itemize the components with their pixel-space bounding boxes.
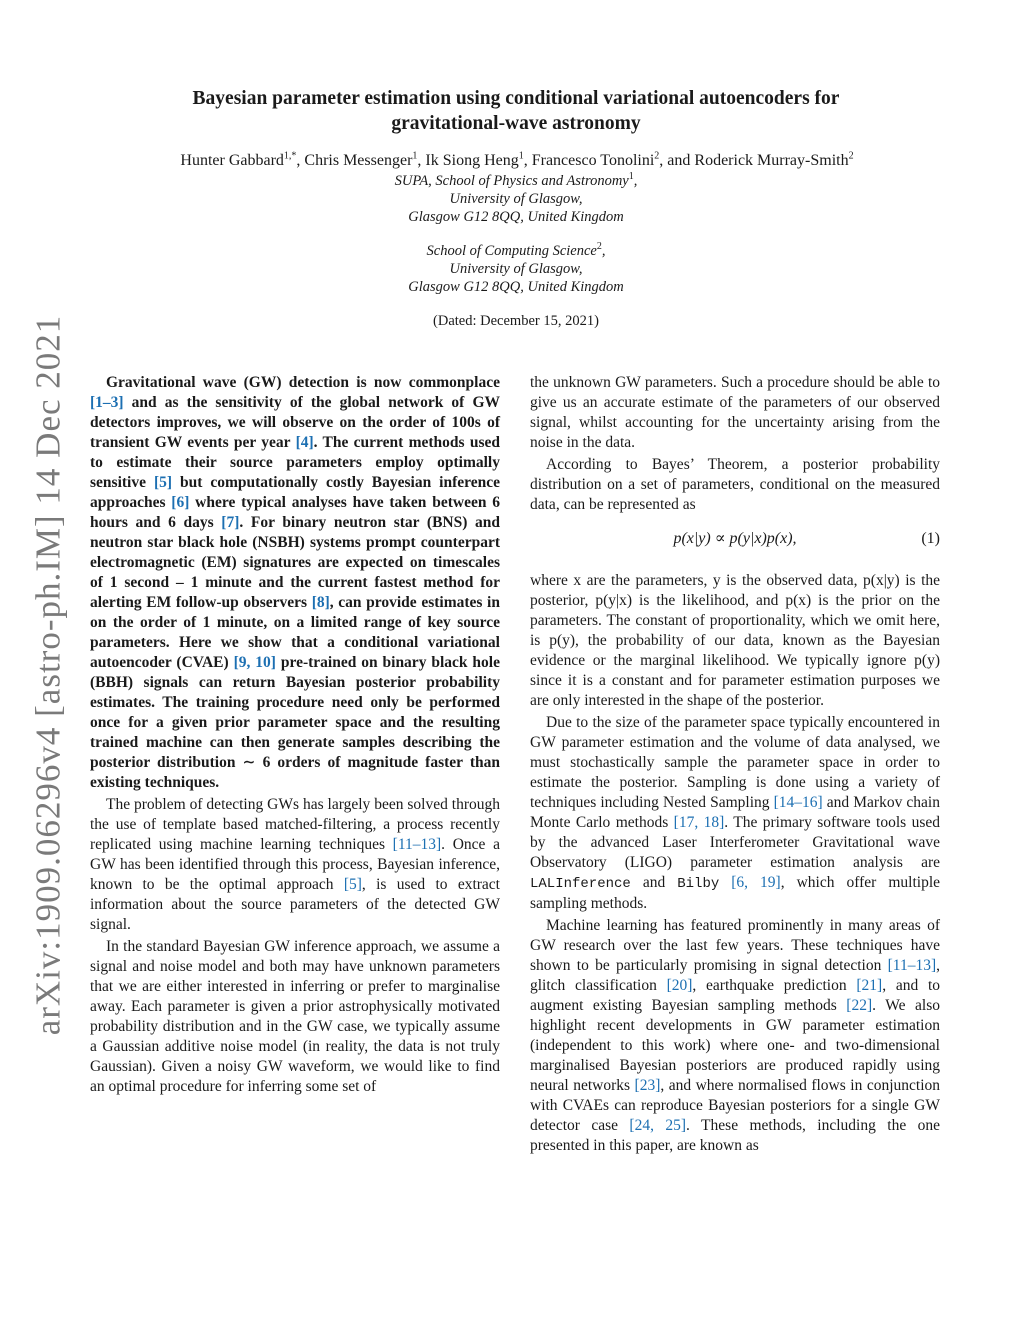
citation-link[interactable]: [6] [171, 494, 190, 511]
author-separator: , [296, 152, 305, 169]
left-column [90, 373, 500, 1097]
author-list [60, 152, 974, 170]
title-line-2: gravitational-wave astronomy [391, 113, 641, 134]
citation-link[interactable]: [1–3] [90, 394, 124, 411]
equation-body: p(x|y) ∝ p(y|x)p(x), [673, 530, 797, 547]
citation-link[interactable]: [22] [846, 997, 873, 1014]
citation-link[interactable]: [5] [343, 876, 362, 893]
paper-title [110, 86, 922, 136]
affiliation-name: School of Computing Science [426, 243, 597, 259]
abstract: Gravitational wave (GW) detection is now commonplace [1–3] and as the sensitivity of the global network of GW detectors improves, we will observe on the order of 100s of transient GW events per year [4]. The current methods used to estimate their source parameters employ optimally sensitive [5] but computationally costly Bayesian inference approaches [6] where typical analyses have taken between 6 hours and 6 days [7]. For binary neutron star (BNS) and neutron star black hole (NSBH) systems prompt counterpart electromagnetic (EM) signatures are expected on timescales of 1 second – 1 minute and the current fastest method for alerting EM follow-up observers [8], can provide estimates in on the order of 1 minute, on a limited range of key source parameters. Here we show that a conditional variational autoencoder (CVAE) [9, 10] pre-trained on binary black hole (BBH) signals can return Bayesian posterior probability estimates. The training procedure need only be performed once for a given prior parameter space and the resulting trained machine can then generate samples describing the posterior distribution ∼ 6 orders of magnitude faster than existing techniques. [90, 374, 501, 791]
author-separator: , [523, 152, 532, 169]
author-sup: 1,* [283, 150, 297, 162]
affiliation-1 [250, 172, 782, 226]
affiliation-sup: 1 [628, 171, 634, 183]
affiliation-comma: , [633, 173, 638, 189]
citation-link[interactable]: [23] [634, 1077, 661, 1094]
paragraph-sampling: Due to the size of the parameter space typically encountered in GW parameter estimation and the volume of data analysed, we must stochastically sample the parameter space in order to estimate the posterior. Sampling is done using a variety of techniques including Nested Sampling [14–16] and Markov chain Monte Carlo methods [17, 18]. The primary software tools used by the advanced Laser Interferometer Gravitational wave Observatory (LIGO) parameter estimation analysis are LALInference and Bilby [6, 19], which offer multiple sampling methods. [530, 714, 941, 912]
date-line: (Dated: December 15, 2021) [433, 313, 599, 329]
citation-link[interactable]: [20] [666, 977, 693, 994]
affiliation-sup: 2 [596, 241, 602, 253]
citation-link[interactable]: [6, 19] [731, 874, 781, 891]
paragraph-standard-approach: In the standard Bayesian GW inference approach, we assume a signal and noise model and both may have unknown parameters that we are either interested in inferring or prefer to marginalise away. Each parameter is given a prior astrophysically motivated probability distribution and in the GW case, we typically assume a Gaussian additive noise model (in reality, the data is not truly Gaussian). Given a noisy GW waveform, we would like to find an optimal procedure for inferring some set of [90, 938, 500, 1095]
arxiv-side-stamp [18, 314, 78, 1036]
affiliation-name: SUPA, School of Physics and Astronomy [394, 173, 629, 189]
author-sup: 1 [412, 150, 418, 162]
affiliation-university: University of Glasgow, [449, 261, 583, 277]
author-sup: 2 [848, 150, 854, 162]
author-sup: 2 [654, 150, 660, 162]
citation-link[interactable]: [24, 25] [629, 1117, 687, 1134]
citation-link[interactable]: [4] [295, 434, 314, 451]
affiliation-address: Glasgow G12 8QQ, United Kingdom [408, 279, 624, 295]
citation-link[interactable]: [17, 18] [673, 814, 725, 831]
citation-link[interactable]: [8] [311, 594, 330, 611]
author-name: Roderick Murray-Smith [694, 152, 849, 169]
paragraph-definitions: where x are the parameters, y is the observed data, p(x|y) is the posterior, p(y|x) is the likelihood, and p(x) is the prior on the parameters. The constant of proportionality, which we omit here, is p(y), the probability of our data, known as the Bayesian evidence or the marginal likelihood. We typically ignore p(y) since it is a constant and for parameter estimation purposes we are only interested in the shape of the posterior. [530, 572, 940, 709]
author-name: Hunter Gabbard [180, 152, 284, 169]
right-column [530, 373, 940, 1156]
paragraph-continued: the unknown GW parameters. Such a procedure should be able to give us an accurate estimate of the parameters of our observed signal, whilst accounting for the uncertainty arising from the noise in the data. [530, 374, 940, 451]
equation-number: (1) [921, 530, 940, 547]
affiliation-2 [250, 242, 782, 296]
citation-link[interactable]: [11–13] [887, 957, 937, 974]
citation-link[interactable]: [5] [153, 474, 173, 491]
citation-link[interactable]: [9, 10] [233, 654, 276, 671]
arxiv-identifier: arXiv:1909.06296v4 [astro-ph.IM] 14 Dec 2021 [28, 314, 68, 1036]
equation-1 [530, 519, 940, 559]
affiliation-university: University of Glasgow, [449, 191, 583, 207]
software-name: LALInference [530, 876, 631, 892]
author-name: Chris Messenger [304, 152, 413, 169]
software-name: Bilby [677, 876, 720, 892]
author-separator: , [417, 152, 426, 169]
author-name: Ik Siong Heng [425, 152, 519, 169]
paragraph-bayes: According to Bayes’ Theorem, a posterior probability distribution on a set of parameters, conditional on the measured data, can be represented as [530, 456, 940, 513]
author-sup: 1 [518, 150, 524, 162]
citation-link[interactable]: [11–13] [392, 836, 442, 853]
citation-link[interactable]: [7] [221, 514, 240, 531]
paragraph-detection: The problem of detecting GWs has largely been solved through the use of template based matched-filtering, a process recently replicated using machine learning techniques [11–13]. Once a GW has been identified through this process, Bayesian inference, known to be the optimal approach [5], is used to extract information about the source parameters of the detected GW signal. [90, 796, 500, 933]
citation-link[interactable]: [14–16] [773, 794, 823, 811]
citation-link[interactable]: [21] [856, 977, 883, 994]
paragraph-machine-learning: Machine learning has featured prominently in many areas of GW research over the last few years. These techniques have shown to be particularly promising in signal detection [11–13], glitch classification [20], earthquake prediction [21], and to augment existing Bayesian sampling methods [22]. We also highlight recent developments in GW parameter estimation (independent to this work) where one- and two-dimensional marginalised Bayesian posteriors are produced rapidly using neural networks [23], and where normalised flows in conjunction with CVAEs can reproduce Bayesian posteriors for a single GW detector case [24, 25]. These methods, including the one presented in this paper, are known as [530, 917, 940, 1154]
author-name: Francesco Tonolini [531, 152, 655, 169]
affiliation-address: Glasgow G12 8QQ, United Kingdom [408, 209, 624, 225]
affiliation-comma: , [601, 243, 606, 259]
author-and: and [667, 152, 695, 169]
author-separator: , [659, 152, 668, 169]
title-line-1: Bayesian parameter estimation using conditional variational autoencoders for [192, 88, 840, 109]
